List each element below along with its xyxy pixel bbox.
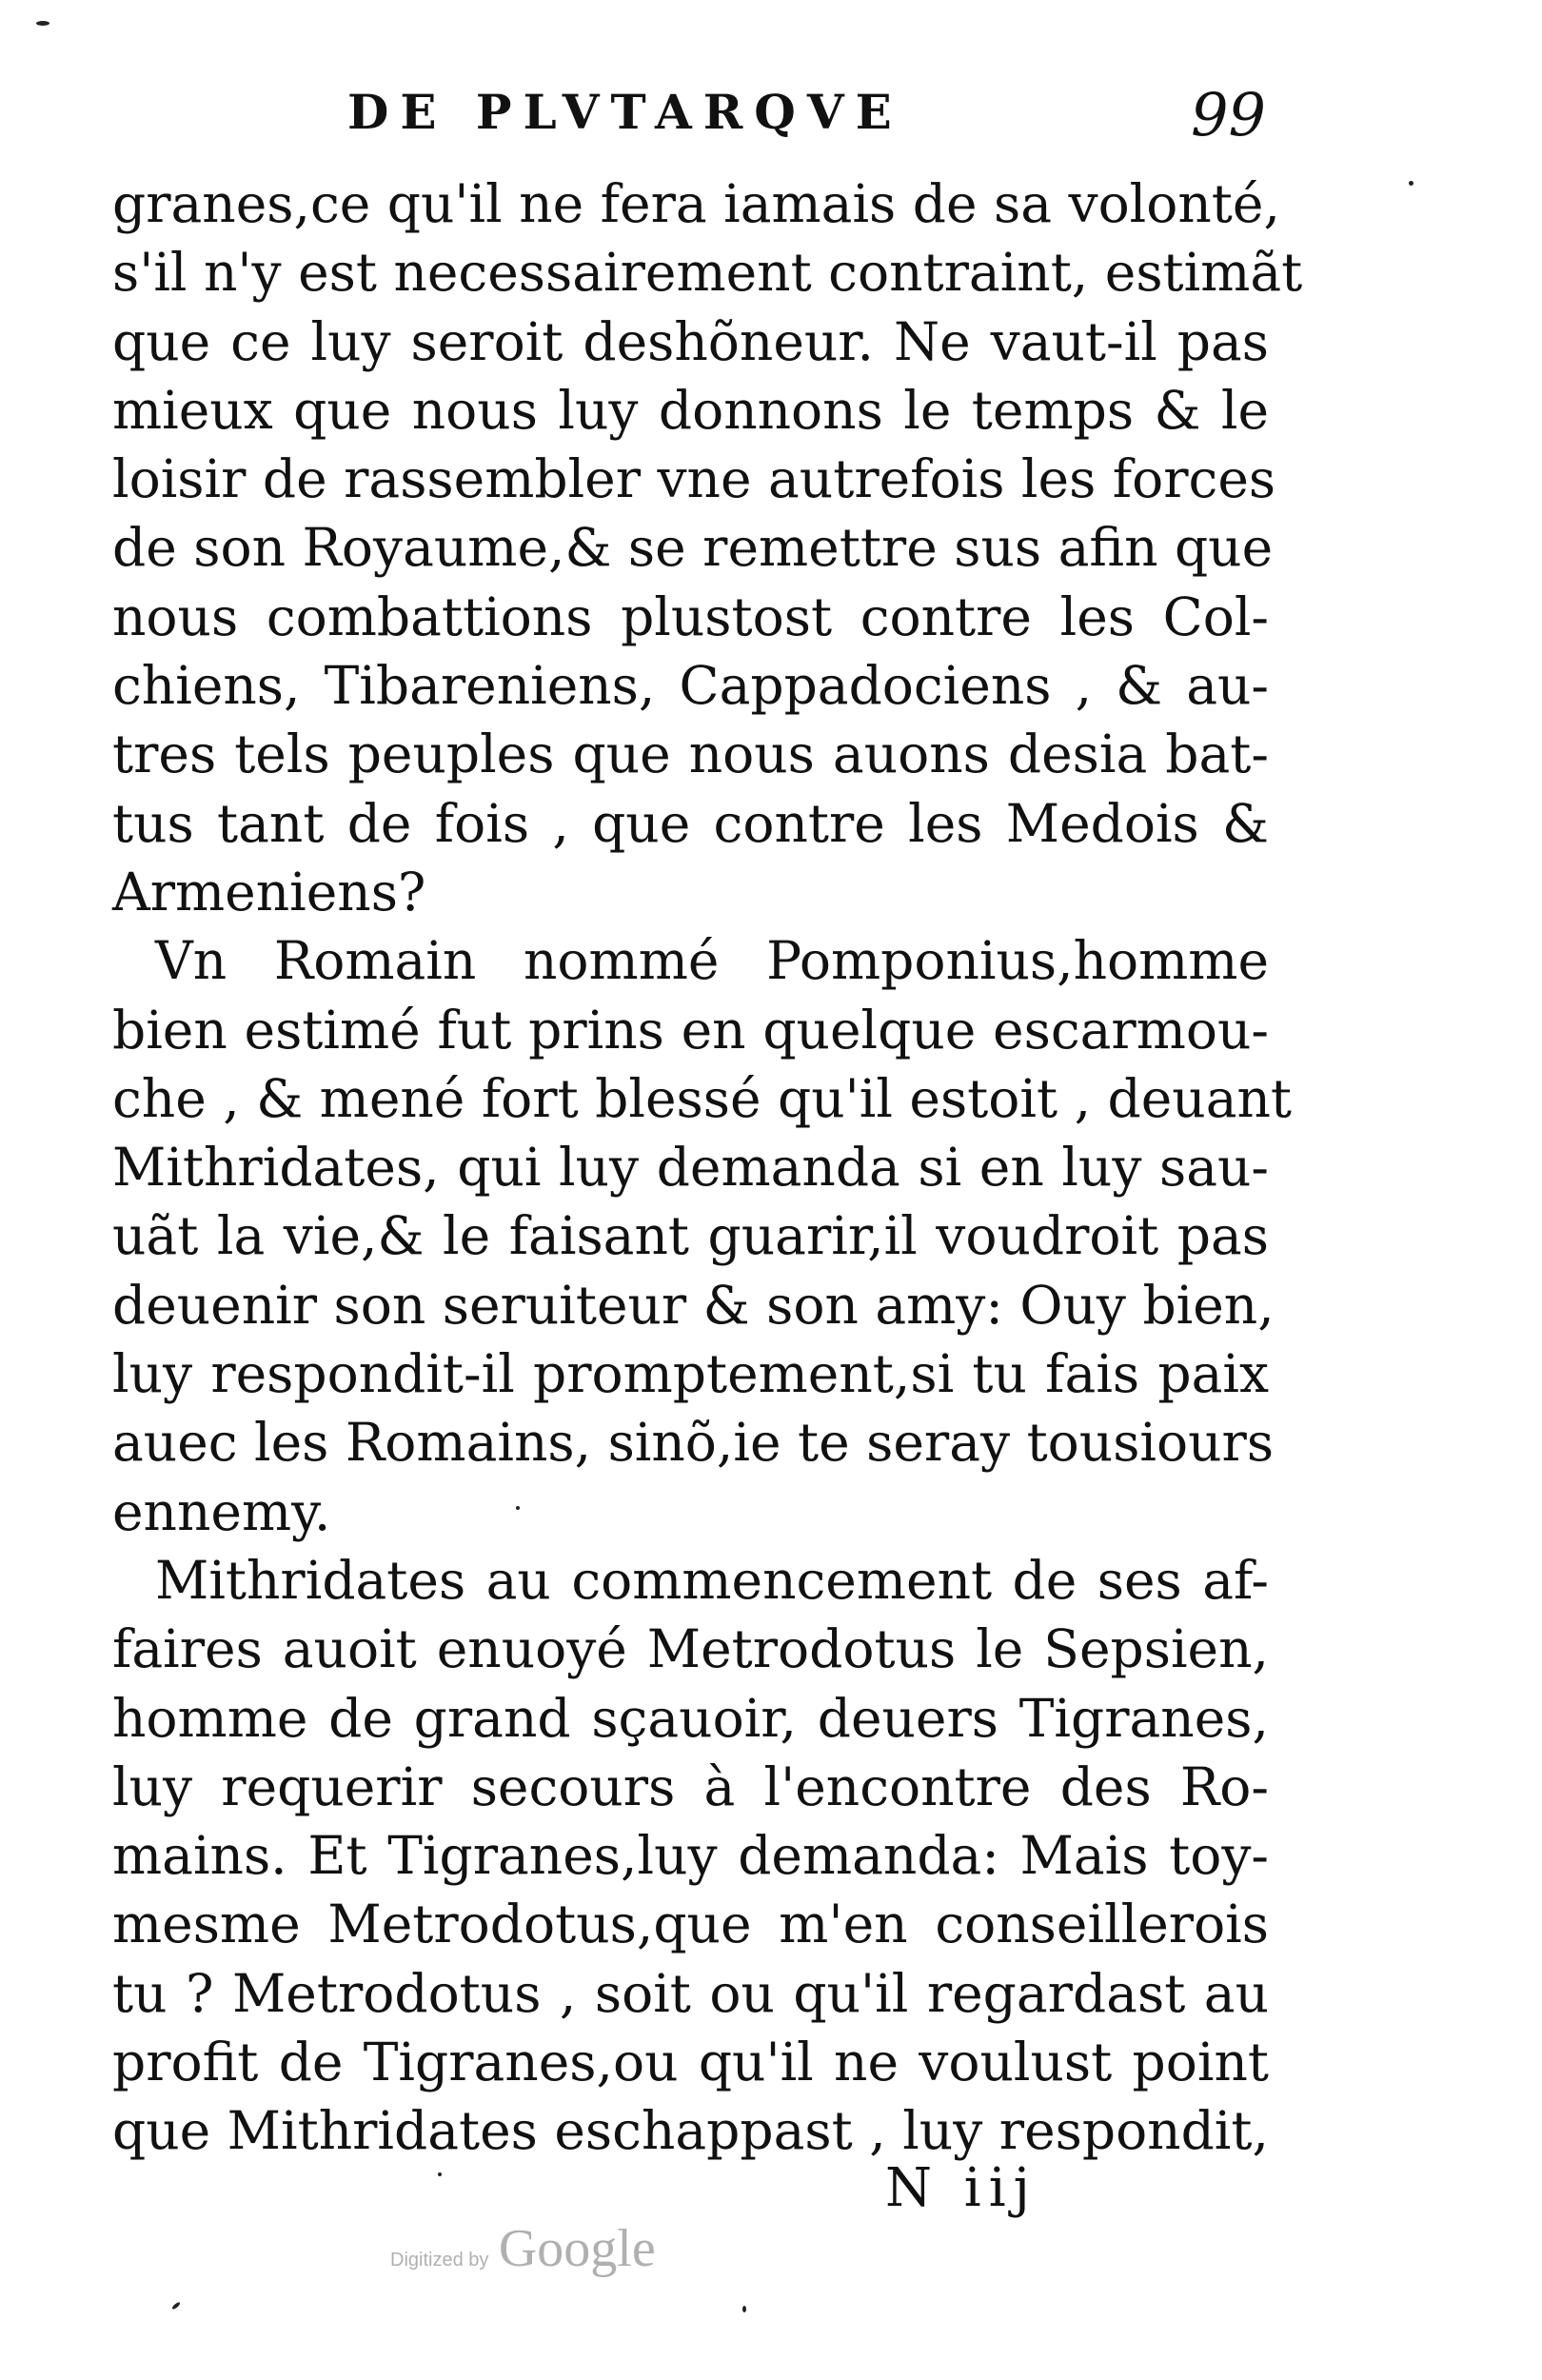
signature-mark: N iij bbox=[885, 2157, 1038, 2219]
text-line: che , & mené fort blessé qu'il estoit , deuant bbox=[112, 1067, 1293, 1129]
text-line: tres tels peuples que nous auons desia bat- bbox=[112, 724, 1269, 785]
text-line: ennemy. bbox=[112, 1480, 331, 1542]
text-line: Armeniens? bbox=[112, 861, 426, 922]
page-header bbox=[114, 80, 1266, 160]
text-line: profit de Tigranes,ou qu'il ne voulust point bbox=[112, 2032, 1269, 2093]
text-line: de son Royaume,& se remettre sus afin que bbox=[112, 517, 1274, 579]
text-line: tu ? Metrodotus , soit ou qu'il regardast au bbox=[112, 1962, 1269, 2024]
scan-speck bbox=[516, 1506, 520, 1510]
paragraph-start-line: Vn Romain nommé Pomponius,homme bbox=[155, 930, 1269, 992]
scan-speck bbox=[36, 21, 49, 26]
text-line: granes,ce qu'il ne fera iamais de sa volonté, bbox=[112, 173, 1280, 234]
text-line: que Mithridates eschappast , luy respondit, bbox=[112, 2100, 1269, 2162]
watermark-prefix: Digitized by bbox=[390, 2250, 489, 2271]
scan-speck bbox=[171, 2301, 181, 2310]
text-line: mesme Metrodotus,que m'en conseillerois bbox=[112, 1894, 1269, 1955]
page-number: 99 bbox=[1191, 80, 1266, 149]
digitized-watermark bbox=[390, 2218, 656, 2279]
body-text bbox=[112, 169, 1303, 2166]
scan-speck bbox=[742, 2306, 746, 2312]
text-line: bien estimé fut prins en quelque escarmou- bbox=[112, 999, 1269, 1061]
watermark-brand: Google bbox=[498, 2219, 656, 2278]
text-line: auec les Romains, sinõ,ie te seray tousiours bbox=[112, 1412, 1275, 1474]
text-line: que ce luy seroit deshõneur. Ne vaut-il pas bbox=[112, 310, 1269, 372]
text-line: nous combattions plustost contre les Col- bbox=[112, 585, 1269, 647]
text-line: chiens, Tibareniens, Cappadociens , & au- bbox=[112, 655, 1269, 717]
text-line: tus tant de fois , que contre les Medois & bbox=[112, 792, 1269, 854]
scan-speck bbox=[438, 2172, 442, 2176]
text-line: homme de grand sçauoir, deuers Tigranes, bbox=[112, 1687, 1269, 1749]
scan-speck bbox=[1409, 181, 1414, 186]
text-line: faires auoit enuoyé Metrodotus le Sepsien, bbox=[112, 1618, 1269, 1680]
text-line: deuenir son seruiteur & son amy: Ouy bien, bbox=[112, 1274, 1275, 1336]
paragraph-start-line: Mithridates au commencement de ses af- bbox=[155, 1549, 1269, 1611]
running-title: DE PLVTARQVE bbox=[347, 84, 903, 140]
text-line: s'il n'y est necessairement contraint, estimãt bbox=[112, 242, 1303, 304]
text-line: loisir de rassembler vne autrefois les forces bbox=[112, 448, 1276, 510]
text-line: luy respondit-il promptement,si tu fais paix bbox=[112, 1343, 1269, 1405]
text-line: mains. Et Tigranes,luy demanda: Mais toy- bbox=[112, 1825, 1269, 1887]
text-line: uãt la vie,& le faisant guarir,il voudroit pas bbox=[112, 1205, 1269, 1267]
text-line: mieux que nous luy donnons le temps & le bbox=[112, 379, 1269, 441]
text-line: luy requerir secours à l'encontre des Ro- bbox=[112, 1755, 1269, 1817]
text-line: Mithridates, qui luy demanda si en luy sau- bbox=[112, 1137, 1269, 1199]
